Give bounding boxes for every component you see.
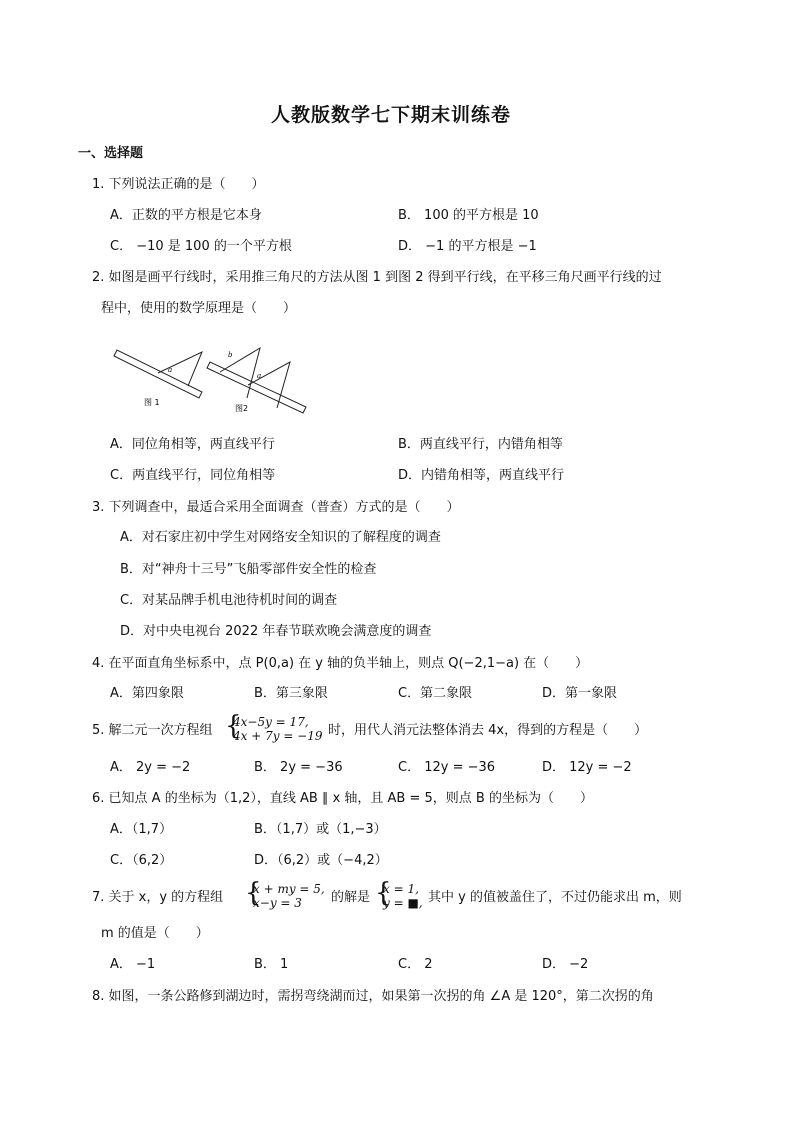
figure-1-label: 图 1 [144,398,160,407]
section-heading: 一、选择题 [78,146,144,161]
option-c: C．（6,2） [110,853,173,868]
brace-icon: { [225,711,242,741]
question-stem: 1. 下列说法正确的是（ ） [92,177,265,192]
solution-y: y = ■, [383,896,423,910]
solution-system [375,878,425,913]
option-a: A．同位角相等，两直线平行 [110,437,275,452]
option-d: D．（6,2）或（−4,2） [254,853,388,868]
equation-2: 4x + 7y = −19 [233,729,323,743]
equation-1: 4x−5y = 17, [233,715,309,729]
figure-2-label: 图2 [235,404,249,413]
ruler-shape-2 [207,362,306,413]
option-b: B．两直线平行，内错角相等 [398,437,563,452]
option-c: C． 12y = −36 [398,760,496,775]
question-stem-cont: 其中 y 的值被盖住了，不过仍能求出 m，则 [428,890,682,905]
option-b: B． 2y = −36 [254,760,343,775]
option-d: D．对中央电视台 2022 年春节联欢晚会满意度的调查 [120,624,432,639]
option-b: B．第三象限 [254,686,328,701]
label-a: a [168,366,173,374]
question-stem: 6. 已知点 A 的坐标为（1,2），直线 AB ∥ x 轴，且 AB = 5，则点 B 的坐标为（ ） [92,791,593,806]
ruler-shape [114,350,202,398]
option-a: A．（1,7） [110,822,173,837]
option-a: A． 2y = −2 [110,760,191,775]
equation-system [225,711,325,746]
equation-2: x−y = 3 [253,896,302,910]
option-b: B． 1 [254,957,289,972]
option-b: B．对“神舟十三号”飞船零部件安全性的检查 [120,562,377,577]
equation-1: x + my = 5, [253,882,325,896]
question-stem: 4. 在平面直角坐标系中，点 P(0,a) 在 y 轴的负半轴上，则点 Q(−2,1−a) 在（ ） [92,656,589,671]
option-a: A． −1 [110,957,156,972]
question-stem-cont: 时，用代人消元法整体消去 4x，得到的方程是（ ） [328,723,648,738]
option-b: B．（1,7）或（1,−3） [254,822,387,837]
question-stem: 2. 如图是画平行线时，采用推三角尺的方法从图 1 到图 2 得到平行线，在平移三角尺画平行线的过 [92,270,662,285]
question-stem: 5. 解二元一次方程组 [92,723,213,738]
brace-icon: { [245,878,262,908]
label-a2: a [257,372,262,380]
option-c: C． 2 [398,957,433,972]
option-d: D． −2 [542,957,589,972]
option-d: D． 12y = −2 [542,760,632,775]
question-stem: 8. 如图，一条公路修到湖边时，需拐弯绕湖而过，如果第一次拐的角 ∠A 是 120°，第二次拐的角 [92,989,654,1004]
question-stem: 3. 下列调查中，最适合采用全面调查（普查）方式的是（ ） [92,500,460,515]
label-b: b [228,351,233,359]
option-d: D． −1 的平方根是 −1 [398,239,537,254]
option-a: A．正数的平方根是它本身 [110,208,262,223]
option-c: C．第二象限 [398,686,473,701]
option-d: D．内错角相等，两直线平行 [398,468,565,483]
option-a: A．对石家庄初中学生对网络安全知识的了解程度的调查 [120,530,441,545]
question-stem-mid: 的解是 [331,890,371,905]
option-a: A．第四象限 [110,686,184,701]
equation-system [245,878,327,913]
triangle-ruler-figure [110,340,310,420]
question-stem-cont: 程中，使用的数学原理是（ ） [101,301,297,316]
solution-x: x = 1, [383,882,419,896]
question-stem: 7. 关于 x，y 的方程组 [92,890,224,905]
option-d: D．第一象限 [542,686,618,701]
question-stem-line2: m 的值是（ ） [101,926,209,941]
page-title: 人教版数学七下期末训练卷 [271,104,512,126]
option-c: C． −10 是 100 的一个平方根 [110,239,292,254]
option-b: B． 100 的平方根是 10 [398,208,539,223]
option-c: C．对某品牌手机电池待机时间的调查 [120,593,338,608]
option-c: C．两直线平行，同位角相等 [110,468,276,483]
brace-icon: { [375,878,392,908]
